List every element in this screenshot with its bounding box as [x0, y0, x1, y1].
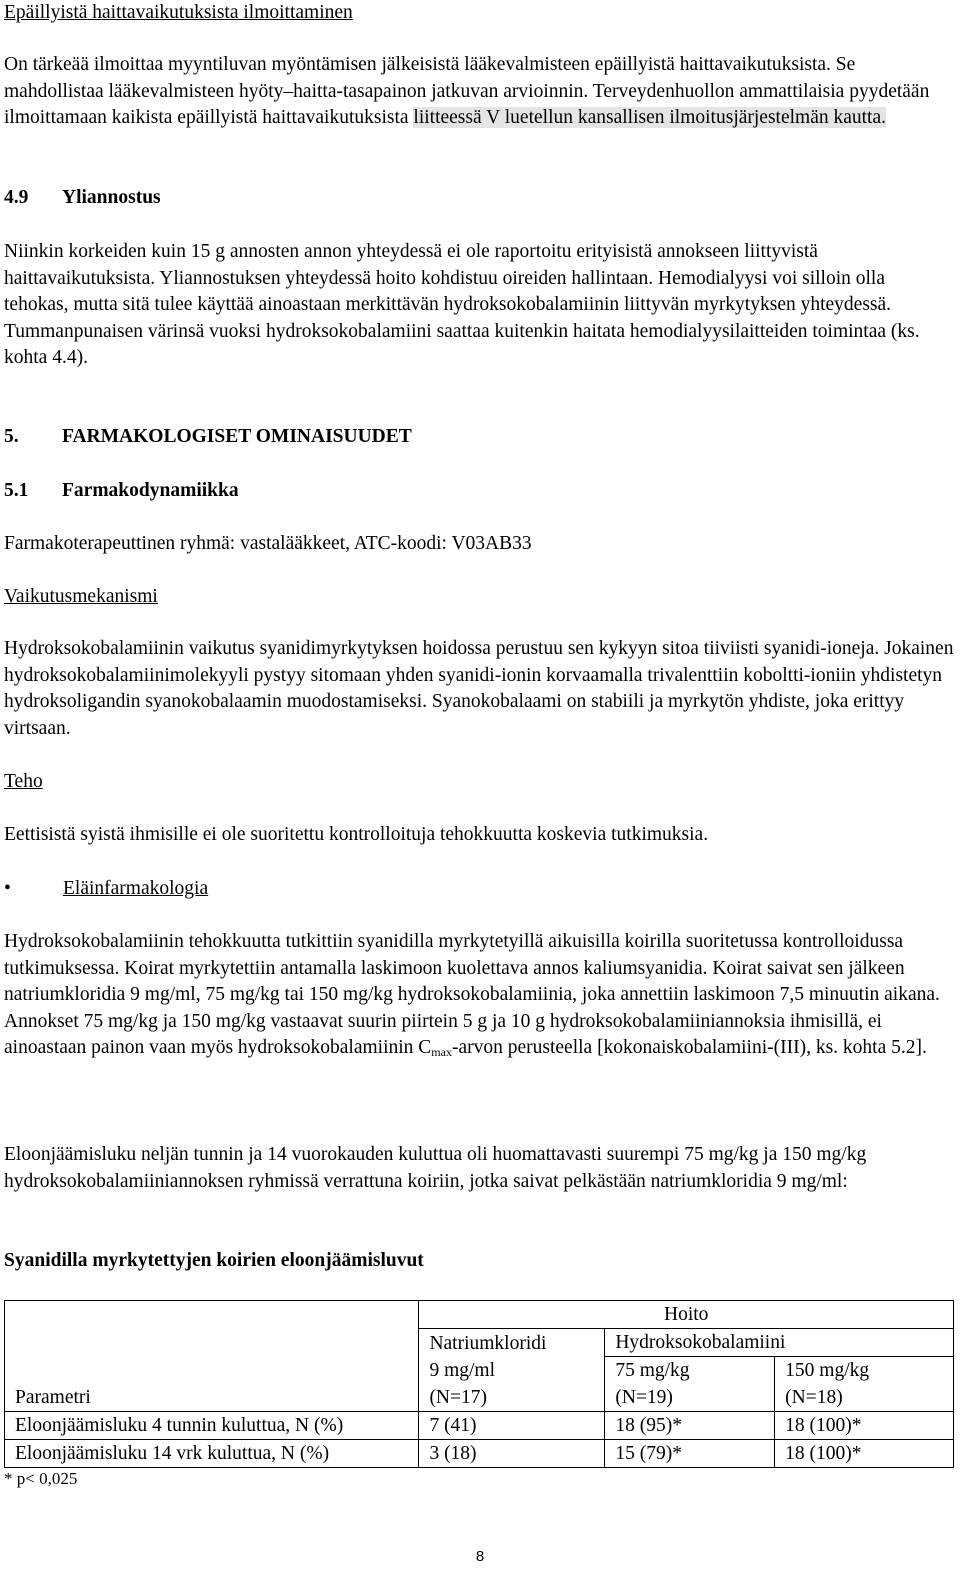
animal-text: Hydroksokobalamiinin tehokkuutta tutkittiin syanidilla myrkytetyillä aikuisilla koirilla suoritetussa kontrolloidussa tutkimuksessa. Koirat myrkytettiin antamalla laskimoon kuolettava annos kaliumsyanidia. Koirat saivat sen jälkeen natriumkloridia 9 mg/ml, 75 mg/kg tai 150 mg/kg hydroksokobalamiinia, joka annettiin laskimoon 7,5 minuutin aikana. Annokset 75 mg/kg ja 150 mg/kg vastaavat suurin piirtein 5 g ja 10 g hydroksokobalamiiniannoksia ihmisillä, ei ainoastaan painon vaan myös hydroksokobalamiinin C — [4, 931, 940, 1059]
reporting-heading: Epäillyistä haittavaikutuksista ilmoittaminen — [4, 2, 353, 23]
table-cell: Eloonjäämisluku 14 vrk kuluttua, N (%) — [5, 1440, 419, 1468]
animal-pharmacology-item — [4, 876, 954, 903]
table-header-cell — [5, 1301, 419, 1412]
table-cell: 15 (79)* — [605, 1440, 775, 1468]
reporting-paragraph — [4, 52, 954, 132]
table-row — [5, 1412, 954, 1440]
table-cell: 3 (18) — [419, 1440, 605, 1468]
page-number: 8 — [475, 1548, 485, 1565]
dose-150: 150 mg/kg — [785, 1360, 870, 1381]
table-cell: 18 (100)* — [775, 1412, 954, 1440]
efficacy-paragraph: Eettisistä syistä ihmisille ei ole suoritettu kontrolloituja tehokkuutta koskevia tutkimuksia. — [4, 824, 709, 845]
animal-paragraph — [4, 929, 954, 1066]
therapeutic-group: Farmakoterapeuttinen ryhmä: vastalääkkeet, ATC-koodi: V03AB33 — [4, 533, 532, 554]
section-number: 5.1 — [4, 480, 29, 501]
table-cell: Eloonjäämisluku 4 tunnin kuluttua, N (%) — [5, 1412, 419, 1440]
bullet-icon: • — [4, 878, 11, 899]
treatment-header: Hoito — [664, 1304, 709, 1325]
mechanism-heading: Vaikutusmekanismi — [4, 586, 158, 607]
survival-paragraph: Eloonjäämisluku neljän tunnin ja 14 vuorokauden kuluttua oli huomattavasti suurempi 75 mg/kg ja 150 mg/kg hydroksokobalamiiniannoksen ryhmissä verrattuna koiriin, jotka saivat pelkästään natriumkloridia 9 mg/ml: — [4, 1144, 867, 1192]
section-number: 4.9 — [4, 187, 29, 208]
nacl-n: (N=17) — [429, 1387, 488, 1408]
section-number: 5. — [4, 426, 19, 447]
section-title: Farmakodynamiikka — [62, 480, 239, 501]
nacl-name: Natriumkloridi — [429, 1333, 547, 1354]
table-header-cell — [419, 1329, 605, 1412]
table-cell: 18 (100)* — [775, 1440, 954, 1468]
cmax-subscript: max — [431, 1045, 452, 1060]
reporting-highlight: liitteessä V luetellun kansallisen ilmoitusjärjestelmän kautta. — [413, 107, 887, 129]
table-cell: 18 (95)* — [605, 1412, 775, 1440]
reporting-text: On tärkeää ilmoittaa myyntiluvan myöntämisen jälkeisistä lääkevalmisteen epäillyistä haittavaikutuksista. Se mahdollistaa lääkevalmisteen hyöty–haitta-tasapainon jatkuvan arvioinnin. Terveydenhuollon ammattilaisia pyydetään ilmoittamaan kaikista epäillyistä haittavaikutuksista — [4, 54, 930, 129]
dose-75: 75 mg/kg — [615, 1360, 690, 1381]
table-header-cell — [605, 1357, 775, 1412]
survival-table — [4, 1300, 954, 1468]
n-75: (N=19) — [615, 1387, 673, 1408]
animal-pharmacology-heading: Eläinfarmakologia — [63, 878, 209, 899]
table-header-cell — [605, 1329, 954, 1357]
hydroxocobalamin-header: Hydroksokobalamiini — [615, 1332, 786, 1353]
table-row — [5, 1440, 954, 1468]
mechanism-paragraph: Hydroksokobalamiinin vaikutus syanidimyrkytyksen hoidossa perustuu sen kykyyn sitoa tiiviisti syanidi-ioneja. Jokainen hydroksokobalamiinimolekyyli pystyy sitomaan yhden syanidi-ionin korvaamalla trivalenttiin koboltti-ioniin yhdistetyn hydroksoligandin syanokobalaamin muodostamiseksi. Syanokobalaami on stabiili ja myrkytön yhdiste, joka erittyy virtsaan. — [4, 638, 954, 739]
animal-text-end: -arvon perusteella [kokonaiskobalamiini-(III), ks. kohta 5.2]. — [451, 1037, 927, 1059]
section-heading-5 — [4, 424, 954, 451]
parameter-header: Parametri — [15, 1387, 91, 1408]
section-title: Yliannostus — [62, 187, 161, 208]
table-cell: 7 (41) — [419, 1412, 605, 1440]
table-title: Syanidilla myrkytettyjen koirien eloonjäämisluvut — [4, 1250, 424, 1271]
table-header-row — [5, 1301, 954, 1329]
n-150: (N=18) — [785, 1387, 843, 1408]
table-header-cell — [775, 1357, 954, 1412]
section-title: FARMAKOLOGISET OMINAISUUDET — [62, 426, 412, 447]
section-heading-4-9 — [4, 185, 954, 212]
table-footnote: * p< 0,025 — [4, 1469, 78, 1488]
table-header-cell — [419, 1301, 954, 1329]
nacl-dose: 9 mg/ml — [429, 1360, 495, 1381]
section-heading-5-1 — [4, 478, 954, 505]
efficacy-heading: Teho — [4, 771, 43, 792]
overdose-paragraph: Niinkin korkeiden kuin 15 g annosten annon yhteydessä ei ole raportoitu erityisistä annokseen liittyvistä haittavaikutuksista. Yliannostuksen yhteydessä hoito kohdistuu oireiden hallintaan. Hemodialyysi voi silloin olla tehokas, mutta sitä tulee käyttää ainoastaan merkittävän hydroksokobalamiinin liittyvän myrkytyksen yhteydessä. Tummanpunaisen värinsä vuoksi hydroksokobalamiini saattaa kuitenkin haitata hemodialyysilaitteiden toimintaa (ks. kohta 4.4). — [4, 241, 920, 369]
